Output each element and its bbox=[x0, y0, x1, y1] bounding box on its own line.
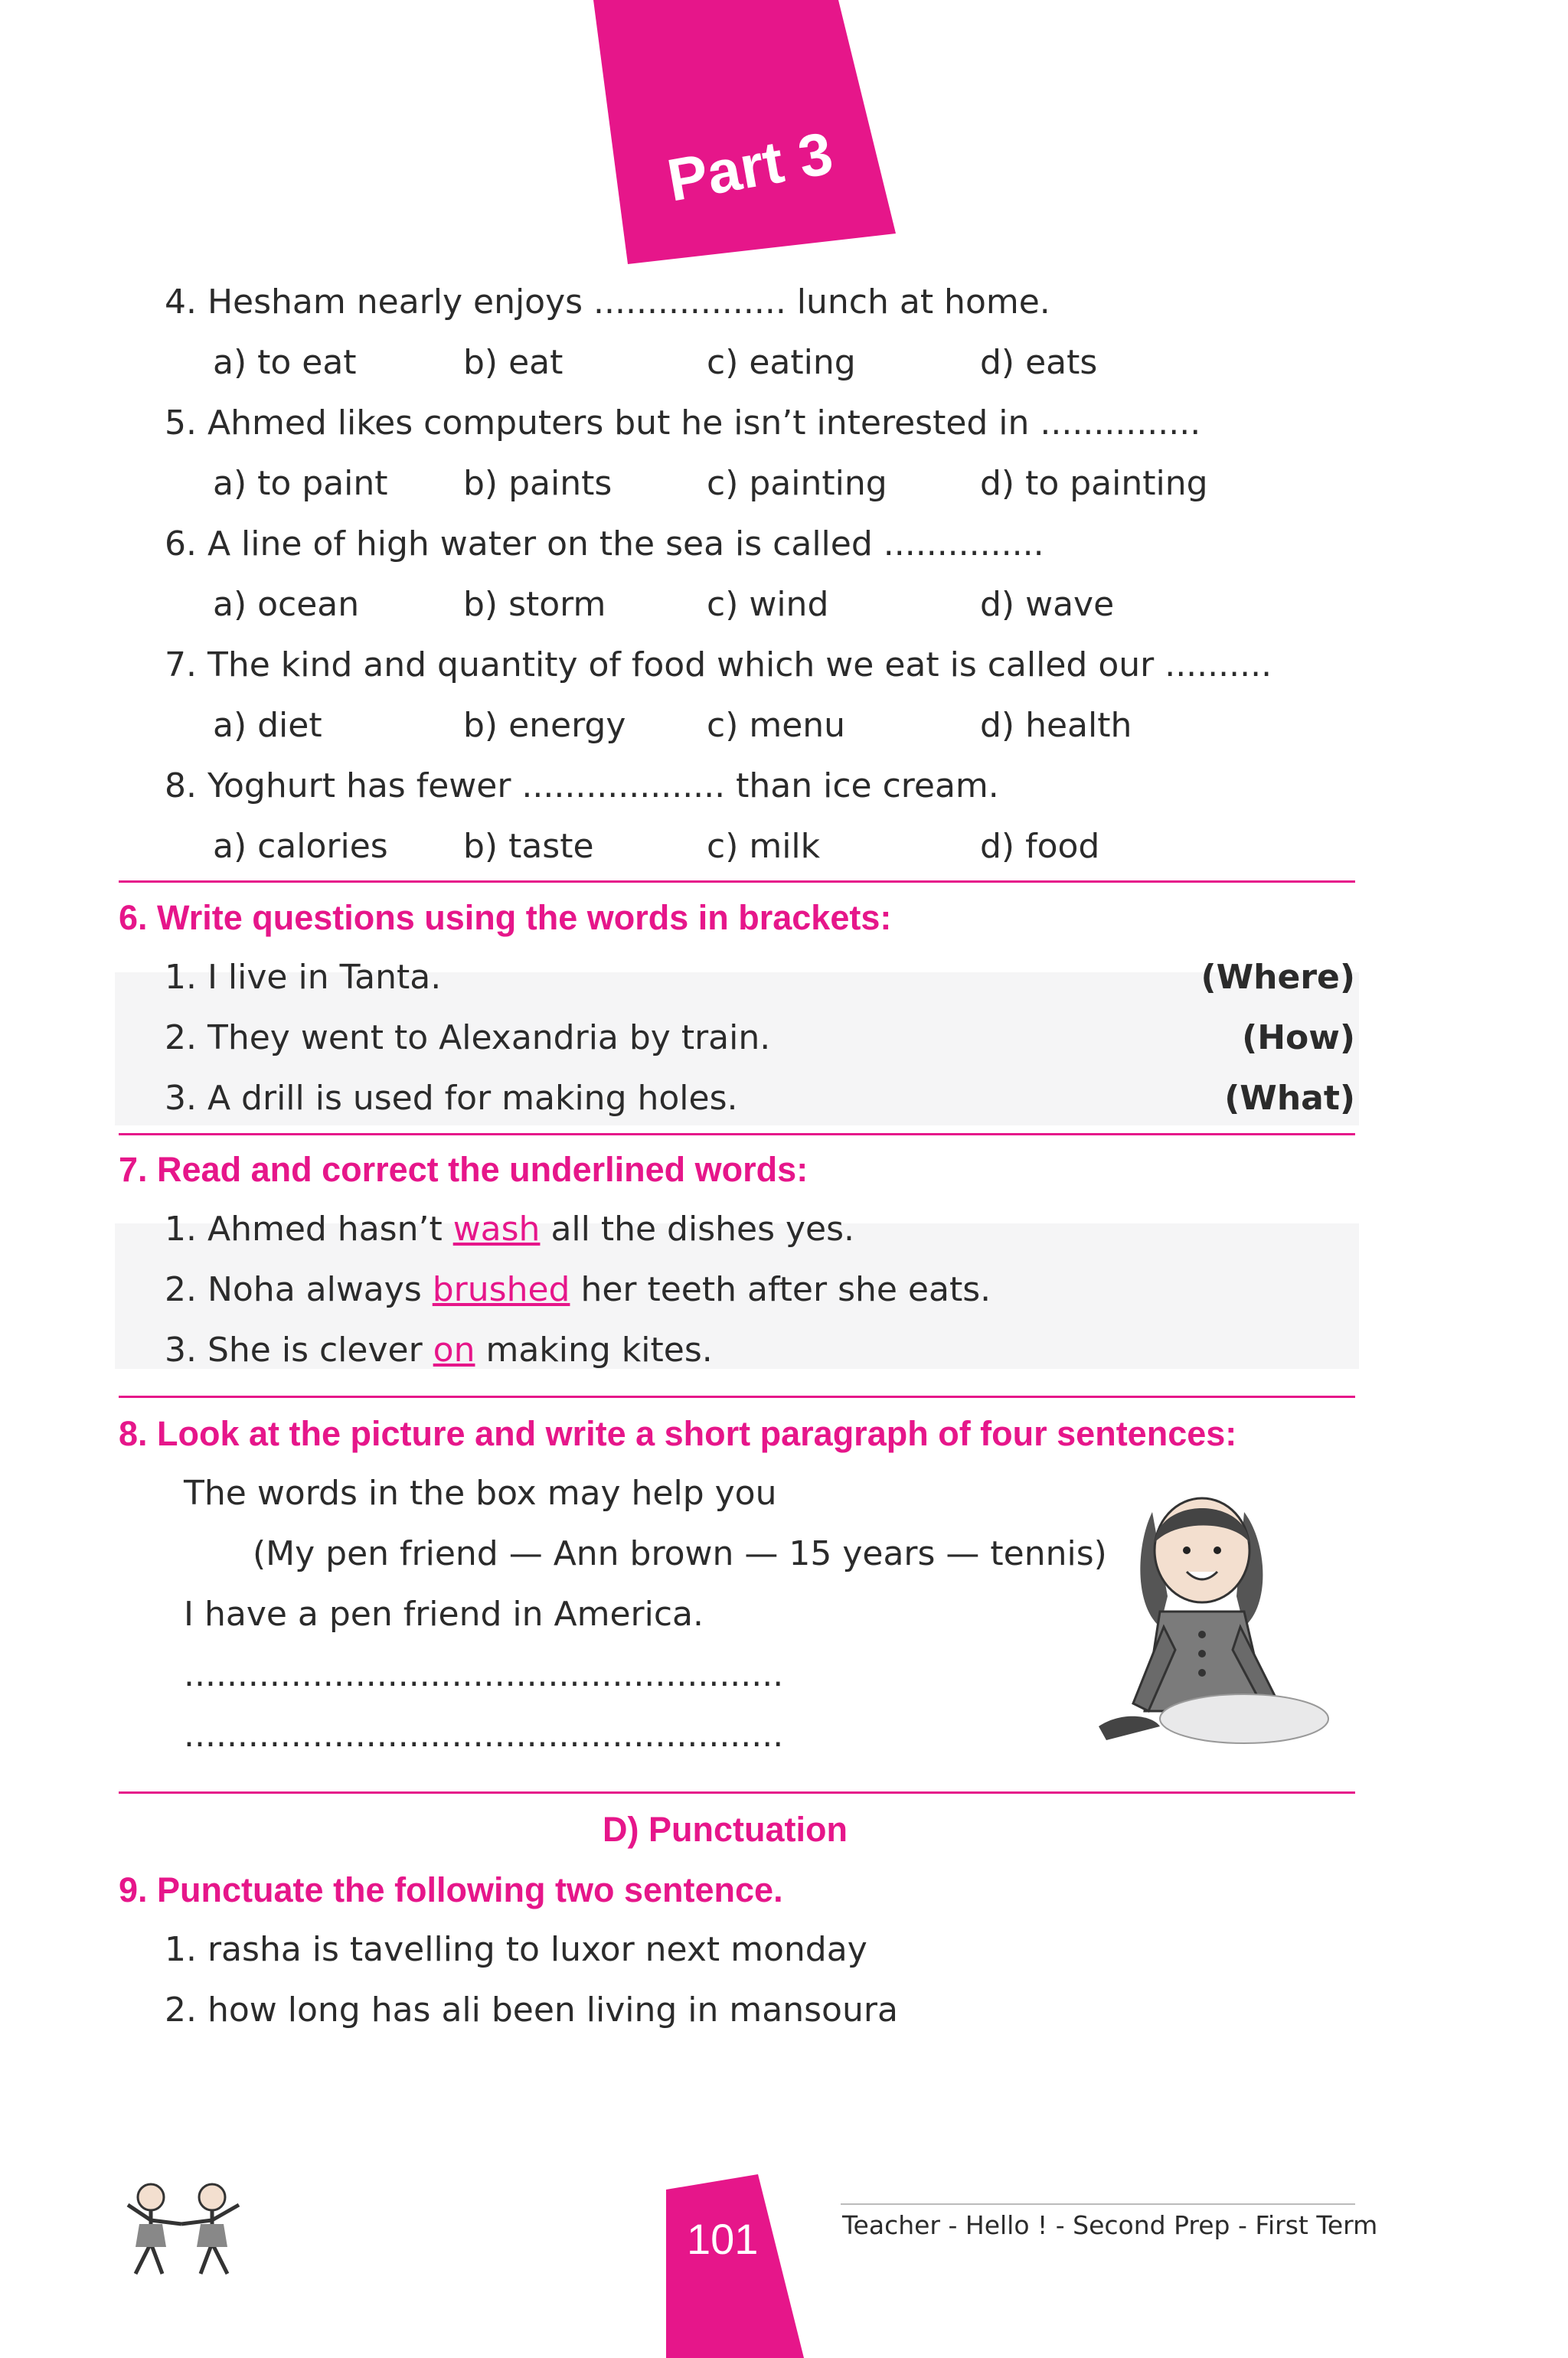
section8-first-line: I have a pen friend in America. bbox=[184, 1595, 704, 1634]
section-divider bbox=[119, 1133, 1355, 1135]
girl-illustration bbox=[1091, 1497, 1359, 1757]
option: c) eating bbox=[707, 343, 856, 382]
punctuation-heading: D) Punctuation bbox=[603, 1810, 848, 1849]
footer-divider bbox=[841, 2203, 1355, 2205]
option: b) storm bbox=[463, 585, 606, 624]
answer-blank: ........................................................ bbox=[184, 1655, 784, 1694]
kids-logo-icon bbox=[116, 2178, 250, 2281]
question-4: 4. Hesham nearly enjoys .................. lunch at home. bbox=[165, 283, 1050, 322]
option: d) eats bbox=[980, 343, 1098, 382]
option: b) taste bbox=[463, 827, 594, 866]
underlined-word: on bbox=[433, 1331, 475, 1370]
section-divider bbox=[119, 1791, 1355, 1794]
section9-heading: 9. Punctuate the following two sentence. bbox=[119, 1870, 783, 1909]
section8-intro: The words in the box may help you bbox=[184, 1474, 777, 1513]
option: a) diet bbox=[213, 706, 322, 745]
option: a) to paint bbox=[213, 464, 388, 503]
section7-item: 3. She is clever on making kites. bbox=[165, 1331, 713, 1370]
section6-item: 1. I live in Tanta. bbox=[165, 958, 442, 997]
answer-blank: ........................................................ bbox=[184, 1716, 784, 1755]
word-box: (My pen friend — Ann brown — 15 years — tennis) bbox=[253, 1534, 1107, 1573]
option: c) wind bbox=[707, 585, 829, 624]
option: b) energy bbox=[463, 706, 626, 745]
option: c) painting bbox=[707, 464, 887, 503]
section7-item: 2. Noha always brushed her teeth after she eats. bbox=[165, 1270, 991, 1309]
question-6: 6. A line of high water on the sea is called ............... bbox=[165, 524, 1044, 563]
option: a) calories bbox=[213, 827, 388, 866]
option: c) milk bbox=[707, 827, 821, 866]
section6-heading: 6. Write questions using the words in brackets: bbox=[119, 898, 892, 937]
underlined-word: wash bbox=[452, 1210, 541, 1249]
page-number: 101 bbox=[687, 2215, 759, 2263]
section8-heading: 8. Look at the picture and write a short paragraph of four sentences: bbox=[119, 1414, 1237, 1453]
section6-hint: (Where) bbox=[1200, 958, 1355, 997]
part-title: Part 3 bbox=[662, 119, 838, 214]
section6-item: 3. A drill is used for making holes. bbox=[165, 1079, 738, 1118]
option: a) to eat bbox=[213, 343, 357, 382]
section-divider bbox=[119, 1396, 1355, 1398]
underlined-word: brushed bbox=[432, 1270, 570, 1309]
section6-hint: (What) bbox=[1224, 1079, 1355, 1118]
section7-heading: 7. Read and correct the underlined words: bbox=[119, 1150, 808, 1189]
footer-text: Teacher - Hello ! - Second Prep - First Term bbox=[842, 2210, 1378, 2240]
section9-item: 1. rasha is tavelling to luxor next monday bbox=[165, 1930, 867, 1969]
question-8: 8. Yoghurt has fewer ................... than ice cream. bbox=[165, 766, 999, 805]
section6-item: 2. They went to Alexandria by train. bbox=[165, 1018, 771, 1057]
option: d) wave bbox=[980, 585, 1115, 624]
option: b) paints bbox=[463, 464, 612, 503]
page-number-tab bbox=[666, 2174, 804, 2358]
option: d) food bbox=[980, 827, 1100, 866]
section-divider bbox=[119, 880, 1355, 883]
question-5: 5. Ahmed likes computers but he isn’t interested in ............... bbox=[165, 403, 1201, 443]
option: b) eat bbox=[463, 343, 564, 382]
option: a) ocean bbox=[213, 585, 360, 624]
section6-hint: (How) bbox=[1242, 1018, 1355, 1057]
option: d) to painting bbox=[980, 464, 1208, 503]
section9-item: 2. how long has ali been living in mansoura bbox=[165, 1991, 898, 2030]
option: c) menu bbox=[707, 706, 846, 745]
question-7: 7. The kind and quantity of food which we eat is called our .......... bbox=[165, 645, 1272, 684]
option: d) health bbox=[980, 706, 1132, 745]
section7-item: 1. Ahmed hasn’t wash all the dishes yes. bbox=[165, 1210, 854, 1249]
